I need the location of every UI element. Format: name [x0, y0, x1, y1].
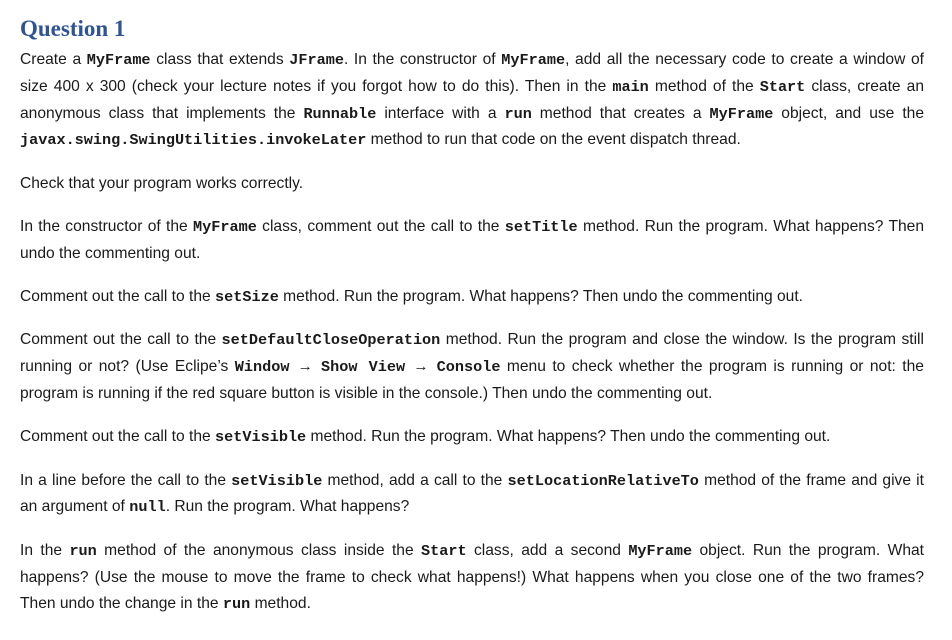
paragraph-2 — [20, 171, 924, 197]
text-run: Comment out the call to the — [20, 287, 216, 305]
text-run: method that creates a — [531, 104, 710, 122]
text-run: Comment out the call to the — [20, 427, 216, 445]
code-term: setLocationRelativeTo — [507, 471, 699, 490]
text-run: method. Run the program. What happens? Then undo the commenting out. — [306, 427, 831, 445]
code-term: main — [612, 77, 649, 96]
question-heading: Question 1 — [20, 16, 126, 41]
code-term: setVisible — [231, 471, 323, 490]
text-run: . Run the program. What happens? — [165, 498, 410, 516]
code-term: MyFrame — [628, 542, 693, 561]
code-term: run — [69, 542, 97, 561]
code-term: MyFrame — [501, 51, 566, 69]
code-term: MyFrame — [86, 51, 151, 69]
code-term: Start — [421, 542, 467, 561]
paragraph-4 — [20, 284, 924, 311]
text-run: method. Run the program. What happens? Then undo the commenting out. — [278, 287, 804, 305]
code-term: run — [504, 104, 532, 123]
text-run: class that extends — [150, 51, 290, 68]
text-run: method. Run the program and close the window. Is the program still running or not? (Use Eclipe’s — [20, 331, 924, 376]
text-run: method. Run the program. What happens? Then undo the commenting out. — [20, 217, 924, 262]
paragraph-8 — [20, 538, 924, 617]
text-run: In the — [20, 542, 70, 560]
text-run: Create a — [20, 51, 87, 68]
code-term: Window → Show View → Console — [234, 358, 501, 377]
code-term: JFrame — [289, 51, 344, 69]
text-run: method of the — [648, 77, 760, 95]
paragraph-1 — [20, 47, 924, 154]
text-run: method of the frame and give it an argument of — [20, 471, 924, 516]
text-run: object, and use the — [773, 104, 924, 122]
text-run: In the constructor of the — [20, 217, 194, 235]
code-term: setTitle — [504, 217, 578, 236]
code-term: setSize — [215, 287, 279, 306]
text-run: In a line before the call to the — [20, 471, 232, 489]
text-run: method to run that code on the event dispatch thread. — [366, 131, 741, 149]
paragraph-5 — [20, 327, 924, 406]
text-run: interface with a — [376, 104, 505, 122]
text-run: menu to check whether the program is running or not: the program is running if the red square button is visible in the console.) Then undo the commenting out. — [20, 358, 924, 402]
paragraph-7 — [20, 468, 924, 522]
code-term: MyFrame — [709, 104, 774, 123]
paragraph-3 — [20, 214, 924, 267]
text-run: class, create an anonymous class that implements the — [20, 77, 924, 122]
code-term: run — [222, 594, 251, 613]
code-term: setDefaultCloseOperation — [221, 331, 441, 350]
text-run: method of the anonymous class inside the — [96, 542, 422, 560]
paragraph-6 — [20, 424, 924, 451]
code-term: MyFrame — [193, 217, 257, 236]
text-run: . In the constructor of — [343, 51, 502, 68]
code-term: setVisible — [215, 427, 307, 446]
code-term: null — [129, 498, 166, 517]
text-run: Check that your program works correctly. — [20, 175, 304, 193]
code-term: Start — [759, 77, 806, 96]
text-run: object. Run the program. What happens? (Use the mouse to move the frame to check what happens!) What happens when you close one of the two frames? Then undo the change in the — [20, 542, 925, 612]
text-run: Comment out the call to the — [20, 331, 222, 349]
text-run: class, comment out the call to the — [256, 217, 505, 235]
text-run: class, add a second — [466, 542, 629, 560]
document — [20, 14, 924, 635]
code-term: javax.swing.SwingUtilities.invokeLater — [20, 131, 367, 150]
code-term: Runnable — [303, 104, 377, 123]
text-run: , add all the necessary code to create a window of size 400 x 300 (check your lecture notes if you forgot how to do this). Then in the — [20, 51, 924, 95]
text-run: method. — [250, 594, 311, 612]
text-run: method, add a call to the — [322, 471, 508, 489]
question-body — [20, 47, 924, 618]
